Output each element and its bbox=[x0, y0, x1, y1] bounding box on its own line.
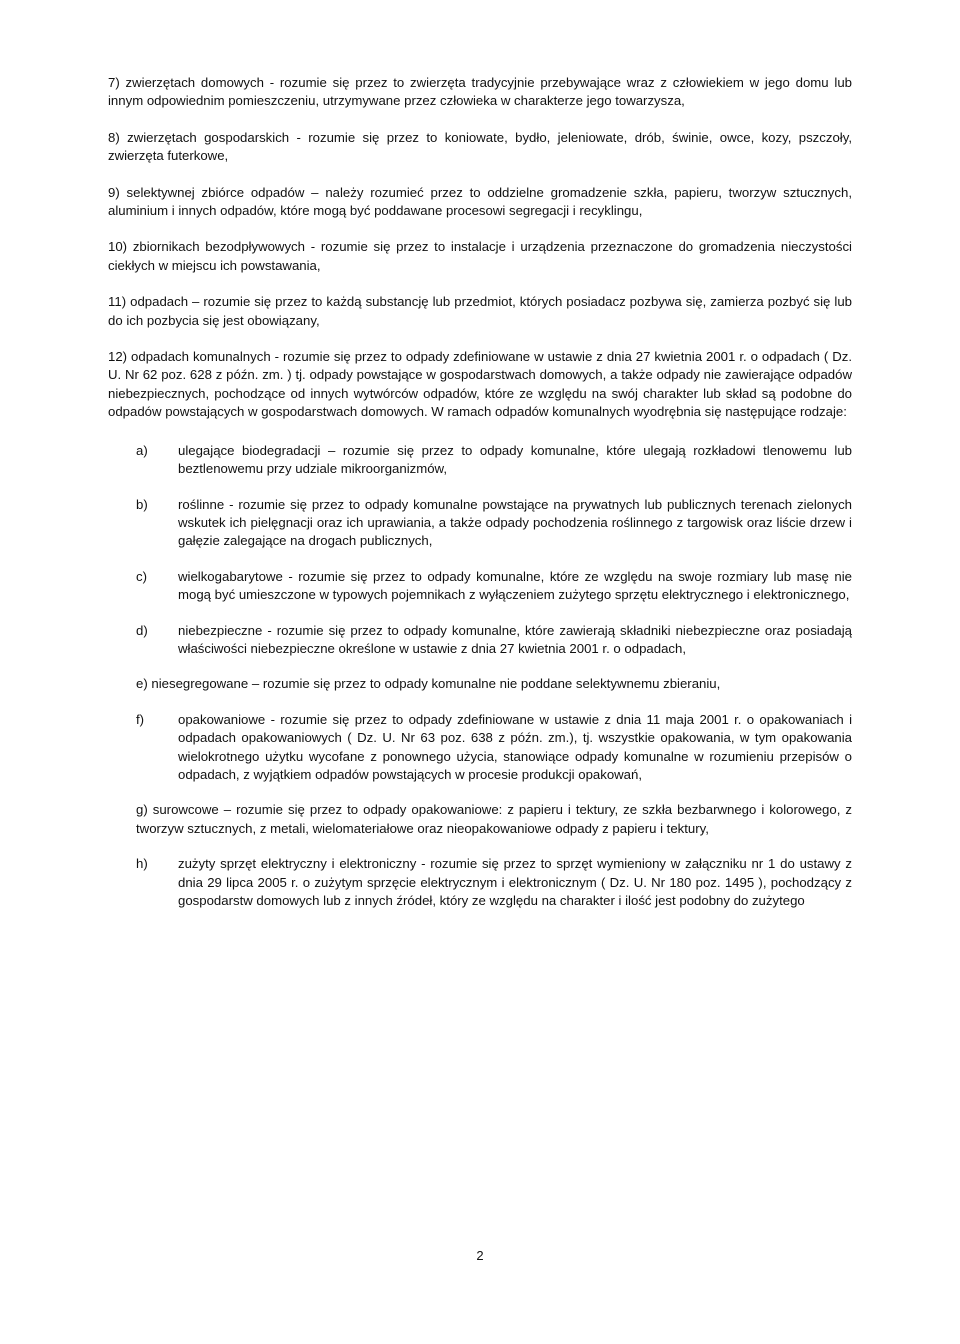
subitem-label: f) bbox=[136, 711, 145, 727]
defined-term: ulegające biodegradacji bbox=[178, 442, 321, 458]
item-number: 9) bbox=[108, 184, 120, 200]
subitem-b bbox=[136, 496, 852, 551]
defined-term: opakowaniowe bbox=[178, 711, 266, 727]
defined-term: wielkogabarytowe bbox=[178, 568, 283, 584]
definition-text: – rozumie się przez to odpady komunalne nie poddane selektywnemu zbieraniu, bbox=[248, 676, 721, 692]
definition-text: - rozumie się przez to sprzęt wymieniony w załączniku nr 1 do ustawy z dnia 29 lipca 2005 r. o zużytym sprzęcie elektrycznym i elektronicznym ( Dz. U. Nr 180 poz. 1495 ), pochodzący z gospodarstw domowych lub z innych źródeł, który ze względu na charakter i ilość jest podobny do zużytego bbox=[178, 856, 852, 908]
definition-text: - rozumie się przez to instalacje i urządzenia przeznaczone do gromadzenia nieczystości ciekłych w miejscu ich powstawania, bbox=[108, 239, 852, 273]
subitem-label: g) bbox=[136, 802, 148, 818]
definition-item-8 bbox=[108, 129, 852, 166]
subitem-h bbox=[136, 855, 852, 910]
definition-text: – należy rozumieć przez to oddzielne gromadzenie szkła, papieru, tworzyw sztucznych, aluminium i innych odpadów, które mogą być poddawane procesowi segregacji i recyklingu, bbox=[108, 184, 852, 219]
definition-text: - rozumie się przez to zwierzęta tradycyjnie przebywające wraz z człowiekiem w jego domu lub innym odpowiednim pomieszczeniu, utrzymywane przez człowieka w charakterze jego towarzysza, bbox=[108, 75, 852, 109]
definition-item-11 bbox=[108, 293, 852, 330]
definition-text: - rozumie się przez to odpady komunalne powstające na prywatnych lub publicznych terenach zielonych wskutek ich pielęgnacji oraz ich uprawiania, a także odpady pochodzenia roślinnego z targowisk oraz liście drzew i gałęzie zalegające na drogach publicznych, bbox=[178, 496, 852, 549]
definition-text: - rozumie się przez to koniowate, bydło, jeleniowate, drób, świnie, owce, kozy, pszczoły, zwierzęta futerkowe, bbox=[108, 129, 853, 164]
defined-term: niesegregowane bbox=[151, 676, 249, 692]
definition-text: – rozumie się przez to odpady opakowaniowe: z papieru i tektury, ze szkła bezbarwnego i kolorowego, z tworzyw sztucznych, z metali, wielomateriałowe oraz nieopakowaniowe odpady z papieru i tektury, bbox=[136, 802, 852, 836]
subitem-label: c) bbox=[136, 568, 147, 584]
definition-item-7 bbox=[108, 74, 852, 111]
defined-term: niebezpieczne bbox=[178, 622, 263, 638]
subitem-label: b) bbox=[136, 496, 148, 512]
item-number: 7) bbox=[108, 75, 120, 90]
item-number: 8) bbox=[108, 129, 120, 145]
item-number: 11) bbox=[108, 294, 127, 310]
definition-text: – rozumie się przez to odpady komunalne, które ulegają rozkładowi tlenowemu lub beztlenowemu przy udziale mikroorganizmów, bbox=[178, 442, 852, 477]
defined-term: roślinne bbox=[178, 496, 225, 512]
definition-text: - rozumie się przez to odpady zdefiniowane w ustawie z dnia 11 maja 2001 r. o opakowaniach i odpadach opakowaniowych ( Dz. U. Nr 63 poz. 638 z późn. zm.), tj. wszystkie opakowania, w tym opakowania wielokrotnego użytku wycofane z ponownego użycia, stanowiące odpady komunalne w rozumieniu przepisów o odpadach, z wyjątkiem odpadów powstających w procesie produkcji opakowań, bbox=[178, 711, 852, 782]
definition-text: – rozumie się przez to każdą substancję lub przedmiot, których posiadacz pozbywa się, zamierza pozbyć się lub do ich pozbycia się jest obowiązany, bbox=[108, 294, 852, 328]
subitem-e bbox=[136, 675, 852, 693]
defined-term: surowcowe bbox=[152, 802, 219, 818]
page-number: 2 bbox=[476, 1248, 484, 1263]
subitem-label: d) bbox=[136, 622, 148, 638]
definition-item-12 bbox=[108, 348, 852, 422]
subitem-g bbox=[136, 801, 852, 838]
defined-term: zbiornikach bezodpływowych bbox=[132, 239, 305, 255]
defined-term: odpadach bbox=[130, 294, 189, 310]
definition-text: - rozumie się przez to odpady komunalne, które zawierają składniki niebezpieczne oraz posiadają właściwości niebezpieczne określone w ustawie z dnia 27 kwietnia 2001 r. o odpadach, bbox=[178, 622, 852, 656]
definition-text: - rozumie się przez to odpady zdefiniowane w ustawie z dnia 27 kwietnia 2001 r. o odpadach ( Dz. U. Nr 62 poz. 628 z późn. zm. ) tj. odpady powstające w gospodarstwach domowych, a także odpady nie zawierające odpadów niebezpiecznych, pochodzące od innych wytwórców odpadów, które ze względu na swój charakter lub skład są podobne do odpadów powstających w gospodarstwach domowych. W ramach odpadów komunalnych wyodrębnia się następujące rodzaje: bbox=[108, 349, 852, 420]
subitem-a bbox=[136, 442, 852, 479]
defined-term: zużyty sprzęt elektryczny i elektroniczny bbox=[178, 856, 417, 872]
item-number: 10) bbox=[108, 239, 128, 255]
item-number: 12) bbox=[108, 349, 128, 365]
subitem-d bbox=[136, 622, 852, 659]
definition-text: - rozumie się przez to odpady komunalne, które ze względu na swoje rozmiary lub masę nie mogą być umieszczone w typowych pojemnikach z wyłączeniem zużytego sprzętu elektrycznego i elektronicznego, bbox=[178, 568, 852, 603]
subitem-label: e) bbox=[136, 676, 148, 692]
subitem-label: h) bbox=[136, 856, 148, 872]
subitem-label: a) bbox=[136, 442, 148, 458]
defined-term: zwierzętach domowych bbox=[125, 75, 264, 90]
subitem-f bbox=[136, 711, 852, 785]
defined-term: selektywnej zbiórce odpadów bbox=[126, 184, 305, 200]
defined-term: zwierzętach gospodarskich bbox=[127, 129, 290, 145]
definition-item-9 bbox=[108, 184, 852, 221]
subitem-c bbox=[136, 568, 852, 605]
defined-term: odpadach komunalnych bbox=[131, 349, 271, 365]
definition-item-10 bbox=[108, 238, 852, 275]
